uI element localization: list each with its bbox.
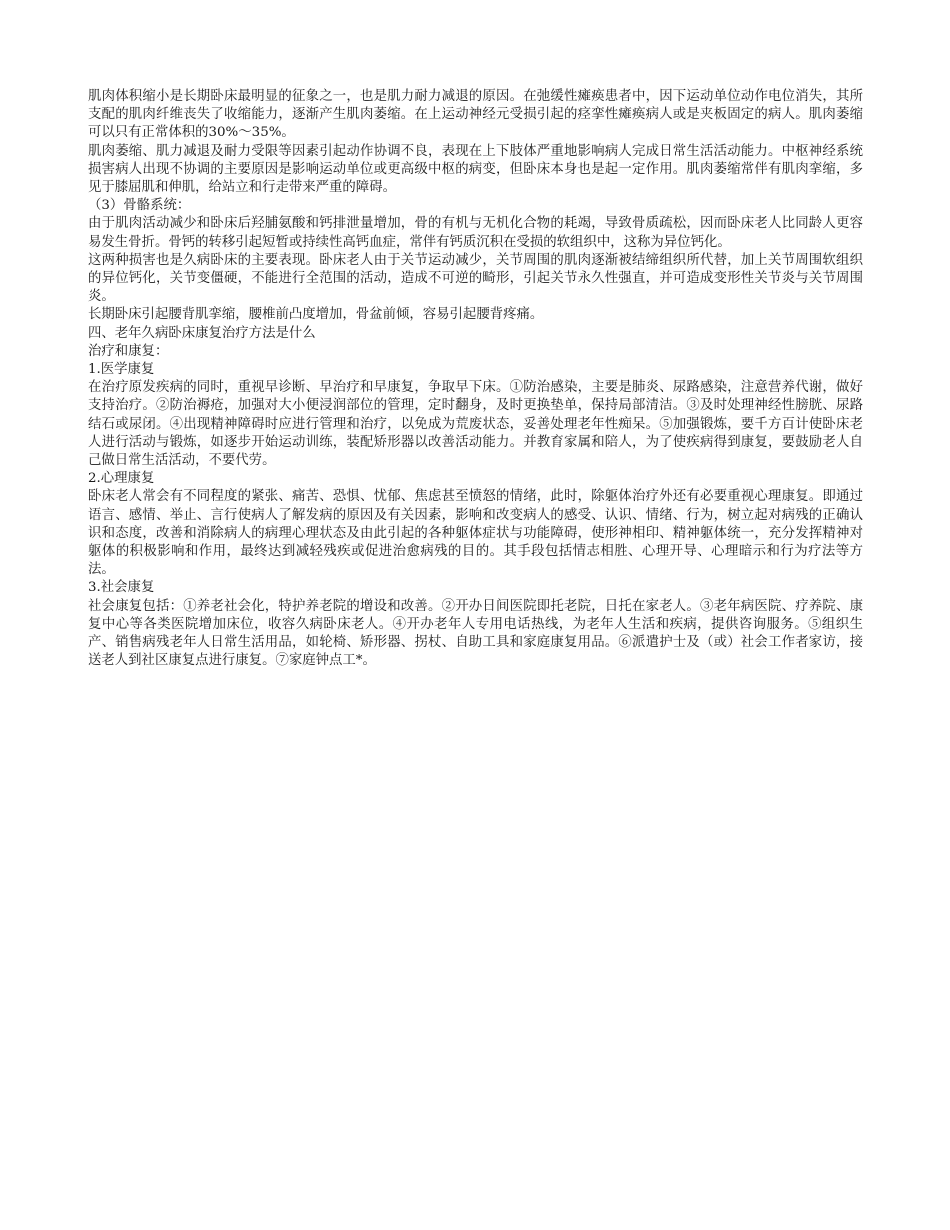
paragraph-psychological-rehab: 卧床老人常会有不同程度的紧张、痛苦、恐惧、忧郁、焦虑甚至愤怒的情绪，此时，除躯体治疗外还有必要重视心理康复。即通过语言、感情、举止、言行使病人了解发病的原因及有关因素，影响和改变病人的感受、认识、情绪、行为，树立起对病残的正确认识和态度，改善和消除病人的病理心理状态及由此引起的各种躯体症状与功能障碍，使形神相印、精神躯体统一，充分发挥精神对躯体的积极影响和作用，最终达到减轻残疾或促进治愈病残的目的。其手段包括情志相胜、心理开导、心理暗示和行为疗法等方法。 [88, 489, 863, 578]
document-body [88, 88, 863, 671]
heading-skeletal-system: （3）骨骼系统： [88, 198, 191, 214]
paragraph-coordination: 肌肉萎缩、肌力减退及耐力受限等因素引起动作协调不良，表现在上下肢体严重地影响病人完成日常生活活动能力。中枢神经系统损害病人出现不协调的主要原因是影响运动单位或更高级中枢的病变，但卧床本身也是起一定作用。肌肉萎缩常伴有肌肉挛缩，多见于膝屈肌和伸肌，给站立和行走带来严重的障碍。 [88, 143, 863, 196]
heading-social-rehab: 3.社会康复 [88, 580, 155, 596]
heading-treatment: 治疗和康复： [88, 343, 169, 359]
heading-section-four: 四、老年久病卧床康复治疗方法是什么 [88, 325, 316, 341]
paragraph-muscle-atrophy: 肌肉体积缩小是长期卧床最明显的征象之一，也是肌力耐力减退的原因。在弛缓性瘫痪患者中，因下运动单位动作电位消失，其所支配的肌肉纤维丧失了收缩能力，逐渐产生肌肉萎缩。在上运动神经元受损引起的痉挛性瘫痪病人或是夹板固定的病人。肌肉萎缩可以只有正常体积的30%～35%。 [88, 89, 863, 141]
heading-medical-rehab: 1.医学康复 [88, 362, 155, 378]
heading-psychological-rehab: 2.心理康复 [88, 471, 155, 487]
paragraph-medical-rehab: 在治疗原发疾病的同时，重视早诊断、早治疗和早康复，争取早下床。①防治感染，主要是肺炎、尿路感染，注意营养代谢，做好支持治疗。②防治褥疮，加强对大小便浸润部位的管理，定时翻身，及时更换垫单，保持局部清洁。③及时处理神经性膀胱、尿路结石或尿闭。④出现精神障碍时应进行管理和治疗，以免成为荒废状态，妥善处理老年性痴呆。⑤加强锻炼，要千方百计使卧床老人进行活动与锻炼，如逐步开始运动训练，装配矫形器以改善活动能力。并教育家属和陪人，为了使疾病得到康复，要鼓励老人自己做日常生活活动，不要代劳。 [88, 380, 863, 469]
paragraph-social-rehab: 社会康复包括：①养老社会化，特护养老院的增设和改善。②开办日间医院即托老院，日托在家老人。③老年病医院、疗养院、康复中心等各类医院增加床位，收容久病卧床老人。④开办老年人专用电话热线，为老年人生活和疾病，提供咨询服务。⑤组织生产、销售病残老年人日常生活用品，如轮椅、矫形器、拐杖、自助工具和家庭康复用品。⑥派遣护士及（或）社会工作者家访，接送老人到社区康复点进行康复。⑦家庭钟点工*。 [88, 598, 863, 669]
paragraph-osteoporosis: 由于肌肉活动减少和卧床后羟脯氨酸和钙排泄量增加，骨的有机与无机化合物的耗竭，导致骨质疏松，因而卧床老人比同龄人更容易发生骨折。骨钙的转移引起短暂或持续性高钙血症，常伴有钙质沉积在受损的软组织中，这称为异位钙化。 [88, 216, 863, 250]
paragraph-back-pain: 长期卧床引起腰背肌挛缩，腰椎前凸度增加，骨盆前倾，容易引起腰背疼痛。 [88, 307, 544, 323]
paragraph-joint-damage: 这两种损害也是久病卧床的主要表现。卧床老人由于关节运动减少，关节周围的肌肉逐渐被结缔组织所代替，加上关节周围软组织的异位钙化，关节变僵硬，不能进行全范围的活动，造成不可逆的畸形，引起关节永久性强直，并可造成变形性关节炎与关节周围炎。 [88, 252, 863, 305]
